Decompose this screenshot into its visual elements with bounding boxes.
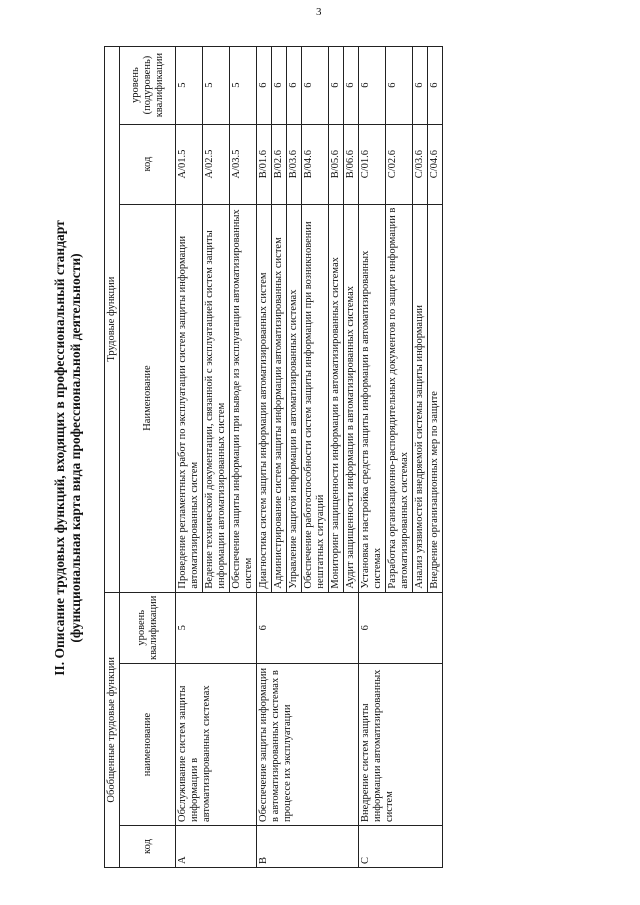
header-code: код bbox=[120, 826, 176, 868]
function-code: A/02.5 bbox=[203, 124, 230, 204]
function-level: 5 bbox=[176, 46, 203, 124]
function-level: 6 bbox=[272, 46, 287, 124]
function-level: 6 bbox=[428, 46, 443, 124]
function-name: Проведение регламентных работ по эксплуатации систем защиты информации автоматизированных систем bbox=[176, 204, 203, 592]
header-row-1 bbox=[105, 46, 120, 867]
rotated-content bbox=[20, 8, 620, 888]
function-level: 5 bbox=[230, 46, 257, 124]
group-code: B bbox=[257, 826, 359, 868]
function-level: 6 bbox=[359, 46, 386, 124]
header-labor-code: код bbox=[120, 124, 176, 204]
function-level: 6 bbox=[257, 46, 272, 124]
function-name: Установка и настройка средств защиты информации в автоматизированных системах bbox=[359, 204, 386, 592]
header-labor-level: уровень (подуровень) квалификации bbox=[120, 46, 176, 124]
header-name: наименование bbox=[120, 664, 176, 826]
function-name: Мониторинг защищенности информации в автоматизированных системах bbox=[329, 204, 344, 592]
header-row-2 bbox=[120, 46, 176, 867]
group-level: 5 bbox=[176, 592, 257, 663]
function-code: C/02.6 bbox=[386, 124, 413, 204]
function-code: B/02.6 bbox=[272, 124, 287, 204]
function-code: B/03.6 bbox=[287, 124, 302, 204]
function-name: Обеспечение защиты информации при выводе из эксплуатации автоматизированных систем bbox=[230, 204, 257, 592]
table-row bbox=[257, 46, 272, 867]
table-row bbox=[176, 46, 203, 867]
group-level: 6 bbox=[257, 592, 359, 663]
group-code: A bbox=[176, 826, 257, 868]
function-name: Внедрение организационных мер по защите bbox=[428, 204, 443, 592]
group-level: 6 bbox=[359, 592, 443, 663]
header-labor: Трудовые функции bbox=[105, 46, 120, 592]
group-name: Внедрение систем защиты информации автоматизированных систем bbox=[359, 664, 443, 826]
function-code: B/06.6 bbox=[344, 124, 359, 204]
function-level: 6 bbox=[413, 46, 428, 124]
function-name: Обеспечение работоспособности систем защиты информации при возникновении нештатных ситуаций bbox=[302, 204, 329, 592]
function-level: 6 bbox=[287, 46, 302, 124]
function-name: Аудит защищенности информации в автоматизированных системах bbox=[344, 204, 359, 592]
group-code: C bbox=[359, 826, 443, 868]
group-name: Обеспечение защиты информации в автоматизированных системах в процессе их эксплуатации bbox=[257, 664, 359, 826]
header-labor-name: Наименование bbox=[120, 204, 176, 592]
function-level: 6 bbox=[329, 46, 344, 124]
group-name: Обслуживание систем защиты информации в автоматизированных системах bbox=[176, 664, 257, 826]
function-level: 6 bbox=[302, 46, 329, 124]
function-name: Администрирование систем защиты информации автоматизированных систем bbox=[272, 204, 287, 592]
header-level: уровень квалификации bbox=[120, 592, 176, 663]
function-code: B/04.6 bbox=[302, 124, 329, 204]
table-row bbox=[359, 46, 386, 867]
function-name: Диагностика систем защиты информации автоматизированных систем bbox=[257, 204, 272, 592]
functional-map-table bbox=[104, 46, 443, 868]
function-level: 6 bbox=[344, 46, 359, 124]
function-level: 6 bbox=[386, 46, 413, 124]
function-code: A/01.5 bbox=[176, 124, 203, 204]
function-name: Ведение технической документации, связанной с эксплуатацией систем защиты информации автоматизированных систем bbox=[203, 204, 230, 592]
title-line-2: (функциональная карта вида профессиональной деятельности) bbox=[68, 253, 83, 643]
function-code: C/01.6 bbox=[359, 124, 386, 204]
function-name: Разработка организационно-распорядительных документов по защите информации в автоматизированных системах bbox=[386, 204, 413, 592]
function-code: B/05.6 bbox=[329, 124, 344, 204]
function-code: B/01.6 bbox=[257, 124, 272, 204]
function-code: C/03.6 bbox=[413, 124, 428, 204]
function-level: 5 bbox=[203, 46, 230, 124]
header-generalized: Обобщенные трудовые функции bbox=[105, 592, 120, 867]
function-code: A/03.5 bbox=[230, 124, 257, 204]
title-line-1: II. Описание трудовых функций, входящих в профессиональный стандарт bbox=[52, 220, 67, 676]
document-title bbox=[52, 8, 84, 888]
page-number: 3 bbox=[316, 6, 322, 18]
function-code: C/04.6 bbox=[428, 124, 443, 204]
function-name: Управление защитой информации в автоматизированных системах bbox=[287, 204, 302, 592]
function-name: Анализ уязвимостей внедряемой системы защиты информации bbox=[413, 204, 428, 592]
